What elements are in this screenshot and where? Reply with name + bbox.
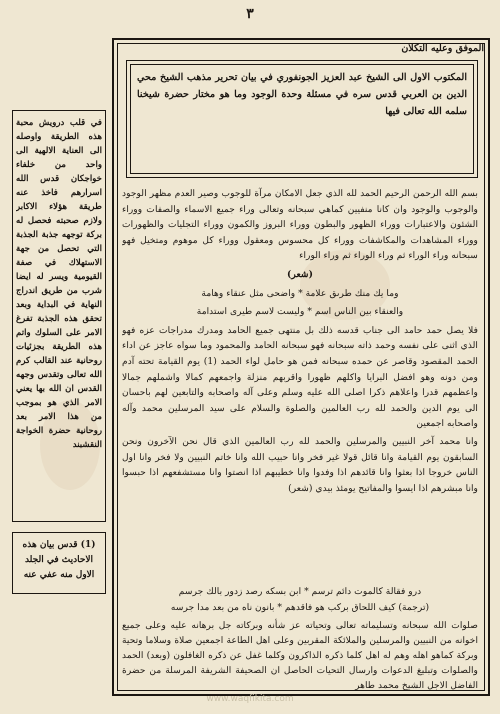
top-line: الموفق وعليه التكلان xyxy=(401,43,484,54)
closing-paragraph: صلوات الله سبحانه وتسليماته تعالى وتحياته عز شأنه وبركاته جل برهانه عليه وعلى جميع اخوانه من النبيين والمرسلين والملائكة المقربين وعلى اهل الطاعة اجمعين صلاة وسلاما وتحية وبركة كماهو اهله وهم له اهل كلما ذكره الذاكرون وكلما غفل عن ذكره الغافلون (وبعد) الحمد والصلوات وتبليغ الدعوات وارسال التحيات الحاصل ان الصحيفة الشريفة المرسلة من حضرة الفاضل الاجل الشيخ محمد طاهر xyxy=(122,620,478,691)
verse-label: (شعر) xyxy=(287,268,313,280)
verse-line-2: والعنقاء بين الناس اسم * وليست لاسم طيرى استدامة xyxy=(196,306,404,318)
side-footnote: (1) قدس بيان هذه الاحاديث في الجلد الاول منه عفي عنه xyxy=(22,540,96,580)
letter-heading-text: المكتوب الاول الى الشيخ عبد العزيز الجونفوري في بيان تحرير مذهب الشيخ محي الدين بن العربي قدس سره في مسئلة وحدة الوجود وما هو مختار حضرة شيخنا سلمه الله تعالى فيها xyxy=(137,72,467,117)
side-margin-text: في قلب درويش محبة هذه الطريقة واوصله الى العناية الالهية الى واحد من خلفاء خواجكان قدس الله اسرارهم فاخذ عنه طريقة هؤلاء الاكابر ولازم صحبته فحصل له بركة توجهه جذبة الجذبة التي تحصل من جهة الاستهلاك في صفة القيومية ويسر له ايضا شرب من طريق اندراج النهاية في البداية وبعد تحقق هذه الجذبة تفرغ الامر على السلوك واتم هذه الطريقة بجزئيات روحانية عند القالب كرم الله تعالى وتقدس وجهه القدس ان الله بها يعني الامر الذي هو بموجب من هذا الامر بعد روحانية حضرة الخواجة النقشبند xyxy=(16,118,102,450)
third-paragraph: وانا محمد آخر النبيين والمرسلين والحمد لله رب العالمين الذي قال نحن الآخرون ونحن السابقون يوم القيامة وانا قائل قولا غير فخر وانا حبيب الله وانا خاتم النبيين ولا فخر وانا اول الناس خروجا اذا بعثوا وانا قائدهم اذا وفدوا وانا خطيبهم اذا انصتوا وانا مستشفعهم اذا حبسوا وانا مبشرهم اذا ايسوا والمفاتيح يومئذ بيدي (شعر) xyxy=(122,435,478,494)
body-text xyxy=(122,186,478,584)
bottom-verse-line-1: درو فقالة كالموت دائم ترسم * ابن بسكه رصد زدور بالك جرسم xyxy=(178,586,422,597)
bottom-verse xyxy=(122,584,478,616)
opening-paragraph: بسم الله الرحمن الرحيم الحمد لله الذي جعل الامكان مرآة للوجوب وصير العدم مظهر الوجود والوجوب والوجود وان كانا منفيين كماهي سبحانه وتعالى وراء جميع الاسماء والصفات ووراء الشئون والاعتبارات ووراء الظهور والبطون ووراء البروز والكمون ووراء التجليات والظهورات ووراء المشاهدات والمكاشفات ووراء كل محسوس ومعقول ووراء كل موهوم ومتخيل فهو سبحانه وراء الوراء ثم وراء الوراء ثم وراء الوراء xyxy=(122,188,478,262)
letter-heading-box xyxy=(126,60,478,178)
second-paragraph: فلا يصل حمد حامد الى جناب قدسه ذلك بل منتهى جميع الحامد ومدرك مدراجات عزه فهو الذي اثنى على نفسه وحمد ذاته سبحانه فهو سبحانه الحامد والمحمود وما سواه عاجز عن اداء الحمد المقصود وقاصر عن حمده سبحانه فمن هو حامل لواء الحمد (1) يوم القيامة تحته آدم ومن دونه وهو افضل البرايا واكلهم ظهورا واقربهم منزلة واجمعهم كمالا واشملهم جمالا واعظمهم قدرا واعلاهم ذكرا اصلى الله عليه وسلم وعلى آله واصحابه والتابعين لهم باحسان الى يوم الدين والحمد لله رب العالمين والصلوة والسلام على سيد المرسلين محمد وآله واصحابه اجمعين xyxy=(122,324,478,430)
page-number: ٣ xyxy=(246,6,254,22)
bottom-verse-line-2: (ترجمة) كيف اللحاق بركب هو فاقدهم * بانون ناه من بعد مدا جرسه xyxy=(170,602,430,613)
verse-line-1: وما يك منك طرىق علامة * واضحى مثل عنقاء وهامة xyxy=(201,287,399,299)
watermark: www.waqfikita.com xyxy=(206,694,294,704)
